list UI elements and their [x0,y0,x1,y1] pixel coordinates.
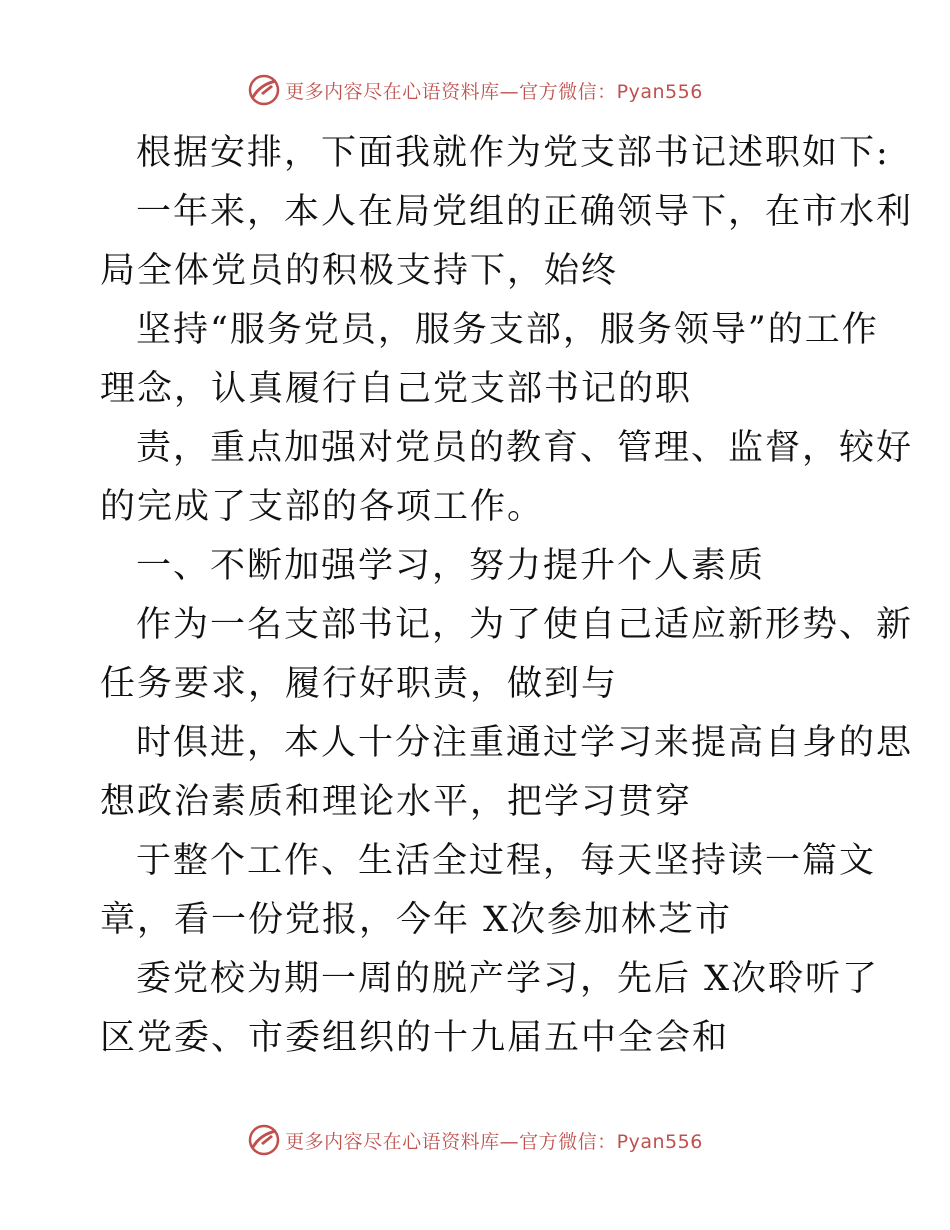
document-body [100,124,914,1068]
text-line: 责，重点加强对党员的教育、管理、监督，较好 [136,428,914,468]
header-banner-text: 更多内容尽在心语资料库—官方微信：Pyan556 [285,80,703,103]
text-line: 作为一名支部书记，为了使自己适应新形势、新 [136,605,914,645]
text-line: 理念，认真履行自己党支部书记的职 [100,369,693,409]
text-line: 的完成了支部的各项工作。 [100,487,545,527]
footer-banner-text: 更多内容尽在心语资料库—官方微信：Pyan556 [285,1130,703,1153]
text-line: 章，看一份党报，今年 X次参加林芝市 [100,900,733,940]
header-banner [0,70,950,110]
text-line: 时俱进，本人十分注重通过学习来提高自身的思 [136,723,914,763]
pen-logo-icon [247,1123,281,1157]
text-line: 任务要求，履行好职责，做到与 [100,664,619,704]
text-line: 坚持“服务党员，服务支部，服务领导”的工作 [136,310,879,350]
text-line: 想政治素质和理论水平，把学习贯穿 [100,782,693,822]
text-line: 区党委、市委组织的十九届五中全会和 [100,1018,730,1058]
text-line: 局全体党员的积极支持下，始终 [100,251,619,291]
text-line: 于整个工作、生活全过程，每天坚持读一篇文 [136,841,877,881]
footer-banner [0,1120,950,1160]
pen-logo-icon [247,73,281,107]
text-line: 委党校为期一周的脱产学习，先后 X次聆听了 [136,959,880,999]
text-line: 一年来，本人在局党组的正确领导下，在市水利 [136,192,914,232]
text-line: 一、不断加强学习，努力提升个人素质 [136,546,766,586]
text-line: 根据安排，下面我就作为党支部书记述职如下: [136,133,890,173]
